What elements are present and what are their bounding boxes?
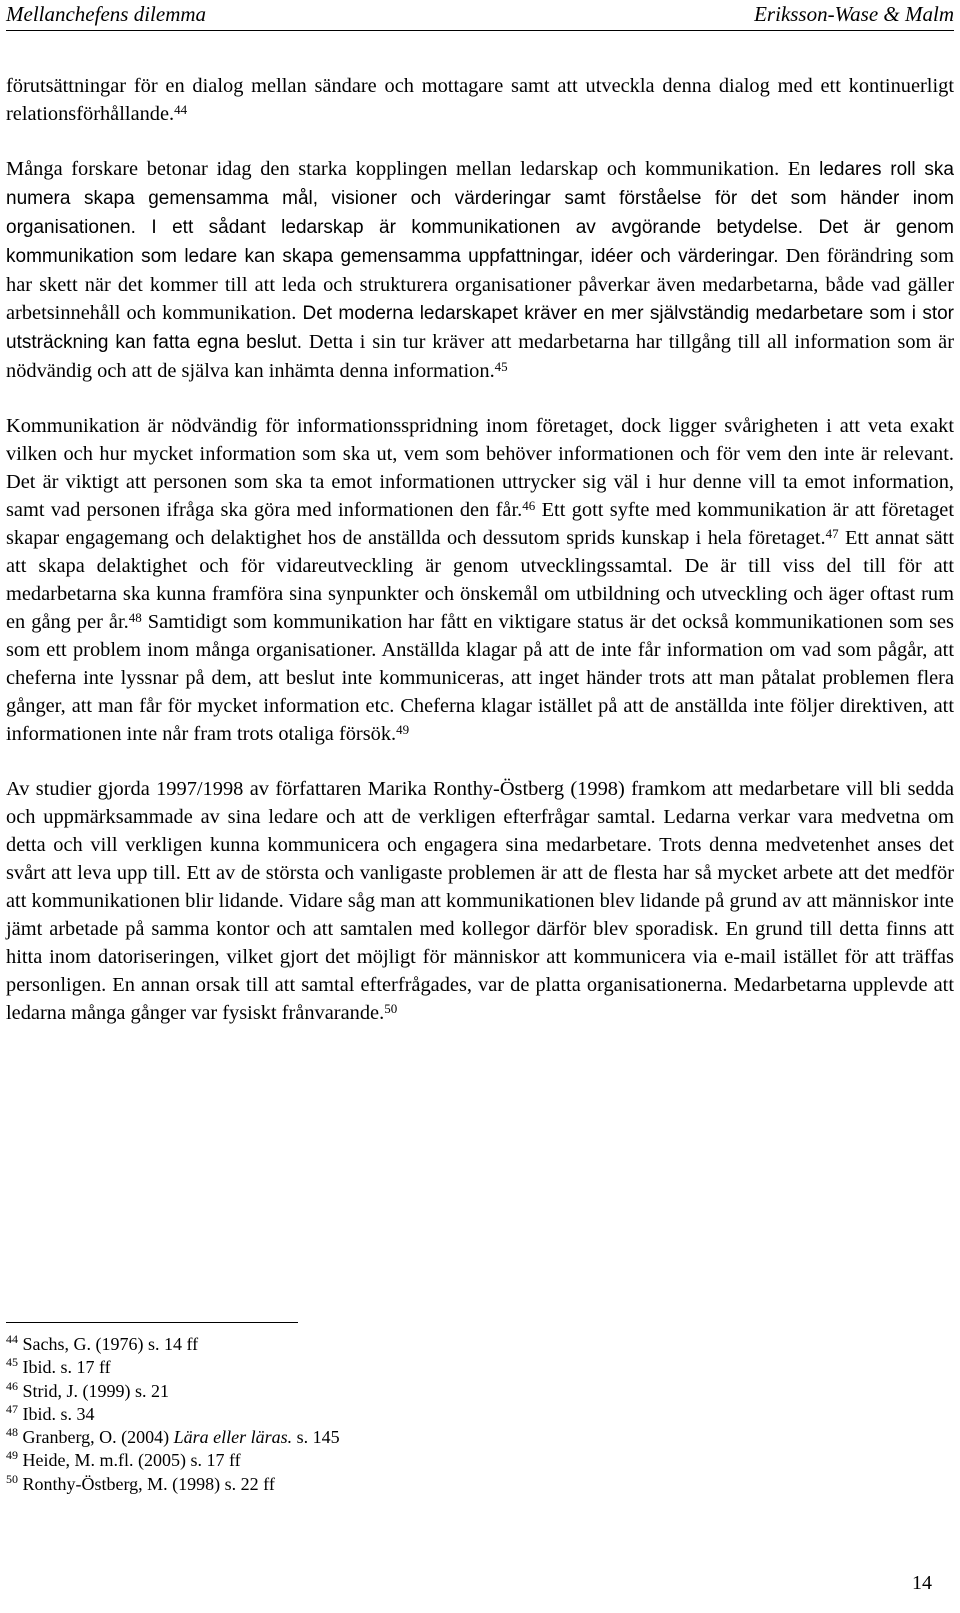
footnote-number: 48	[6, 1425, 18, 1440]
footnote-44	[6, 1333, 706, 1356]
footnote-text: Sachs, G. (1976) s. 14 ff	[22, 1334, 199, 1354]
footnote-separator	[6, 1322, 298, 1323]
footnote-number: 49	[6, 1448, 18, 1463]
paragraph-3	[6, 412, 954, 748]
header-title: Mellanchefens dilemma	[6, 2, 207, 26]
footnote-text: s. 145	[292, 1427, 340, 1448]
footnote-47	[6, 1403, 706, 1426]
footnote-48	[6, 1426, 706, 1449]
footnote-text: Heide, M. m.fl. (2005) s. 17 ff	[22, 1450, 241, 1471]
paragraph-text: En	[787, 158, 811, 180]
paragraph-text: ledares roll ska numera skapa gemensamma mål, visioner och värderingar samt förståelse för det som händer inom organisationen. I ett sådant ledarskap är kommunikationen av avgörande betydelse. Det är genom kommunikation som ledare kan skapa gemensamma uppfattningar, idéer och värderingar.	[6, 159, 954, 267]
body-text	[6, 72, 954, 1027]
paragraph-text: Ett gott syfte med kommunikation är att företaget skapar engagemang och delaktighet hos de anställda och dessutom sprids kunskap i hela företaget.	[6, 499, 954, 549]
paragraph-text: Det moderna ledarskapet kräver en mer självständig medarbetare som i stor utsträckning kan fatta egna beslut.	[6, 303, 954, 353]
paragraph-text: Detta i sin tur kräver att medarbetarna har tillgång till all information som är nödvändig och att de själva kan inhämta denna information.	[6, 331, 954, 382]
page-number: 14	[912, 1572, 932, 1594]
footnote-ref: 46	[522, 498, 536, 514]
paragraph-4	[6, 775, 954, 1027]
paragraph-text: Kommunikation är nödvändig för informationsspridning inom företaget, dock ligger svårigheten i att veta exakt vilken och hur mycket information som ska ut, vem som behöver informationen och för vem den inte är relevant. Det är viktigt att personen som ska ta emot informationen uttrycker sig väl i hur denne vill ta emot information, samt vad personen ifråga ska göra med informationen den får.	[6, 415, 954, 521]
footnote-number: 44	[6, 1332, 18, 1346]
footnote-ref: 47	[825, 526, 839, 542]
paragraph-text: Samtidigt som kommunikation har fått en viktigare status är det också kommunikationen som ses som ett problem inom många organisationer. Anställda klagar på att de inte får information om vad som pågår, att cheferna inte lyssnar på dem, att beslut inte kommuniceras, att inget händer trots att man påtalat problemen flera gånger, att man får för mycket information etc. Cheferna klagar istället på att de anställda inte följer direktiven, att informationen inte når fram trots otaliga försök.	[6, 611, 954, 745]
footnote-title: Lära eller läras.	[173, 1427, 293, 1448]
footnote-number: 45	[6, 1355, 18, 1370]
footnotes	[6, 1333, 706, 1496]
footnote-46	[6, 1380, 706, 1403]
footnote-ref: 44	[174, 102, 188, 118]
footnote-ref: 45	[494, 359, 508, 375]
footnote-text: Strid, J. (1999) s. 21	[22, 1380, 170, 1401]
footnote-text: Ronthy-Östberg, M. (1998) s. 22 ff	[22, 1473, 275, 1494]
paragraph-text: Ett annat sätt att skapa delaktighet och för vidareutveckling är genom utvecklingssamtal. De är till viss del till för att medarbetarna ska kunna framföra sina synpunkter och önskemål om utbildning och utveckling och äger oftast rum en gång per år.	[6, 527, 954, 633]
footnote-ref: 48	[128, 610, 142, 626]
footnote-number: 50	[6, 1471, 18, 1486]
footnote-number: 47	[6, 1401, 18, 1416]
footnote-text: Ibid. s. 34	[22, 1403, 95, 1424]
paragraph-text: förutsättningar för en dialog mellan sändare och mottagare samt att utveckla denna dialog med ett kontinuerligt relationsförhållande.	[6, 75, 954, 125]
footnote-ref: 50	[384, 1001, 398, 1017]
paragraph-1	[6, 72, 954, 128]
footnote-50	[6, 1473, 706, 1496]
header-authors: Eriksson-Wase & Malm	[754, 2, 954, 26]
footnote-number: 46	[6, 1378, 18, 1393]
footnote-49	[6, 1449, 706, 1472]
paragraph-text: Av studier gjorda 1997/1998 av författaren Marika Ronthy-Östberg (1998) framkom att medarbetare vill bli sedda och uppmärksammade av sina ledare och att de verkligen efterfrågar samtal. Ledarna verkar vara medvetna om detta och vill verkligen kunna kommunicera och engagera sina medarbetare. Trots denna medvetenhet anses det svårt att leva upp till. Ett av de största och vanligaste problemen är att de flesta har så mycket arbete att det medför att kommunikationen blir lidande. Vidare såg man att kommunikationen blev lidande på grund av att människor inte jämt arbetade på samma kontor och att samtalen med kollegor därför blev sporadisk. En grund till detta finns att hitta inom datoriseringen, vilket gjort det möjligt för människor att kommunicera via e-mail istället för att träffas personligen. En annan orsak till att samtal efterfrågades, var de platta organisationerna. Medarbetarna upplevde att ledarna många gånger var fysiskt frånvarande.	[6, 778, 954, 1024]
paragraph-2	[6, 155, 954, 385]
running-header	[6, 0, 954, 31]
footnote-45	[6, 1356, 706, 1379]
paragraph-text: Den förändring som har skett när det kommer till att leda och strukturera organisationer påverkar även medarbetarna, både vad gäller arbetsinnehåll och kommunikation.	[6, 245, 954, 324]
footnote-ref: 49	[396, 722, 410, 738]
footnote-text: Granberg, O. (2004)	[22, 1427, 174, 1448]
footnote-text: Ibid. s. 17 ff	[22, 1357, 111, 1378]
paragraph-text: Många forskare betonar idag den starka kopplingen mellan ledarskap och kommunikation.	[6, 158, 780, 180]
